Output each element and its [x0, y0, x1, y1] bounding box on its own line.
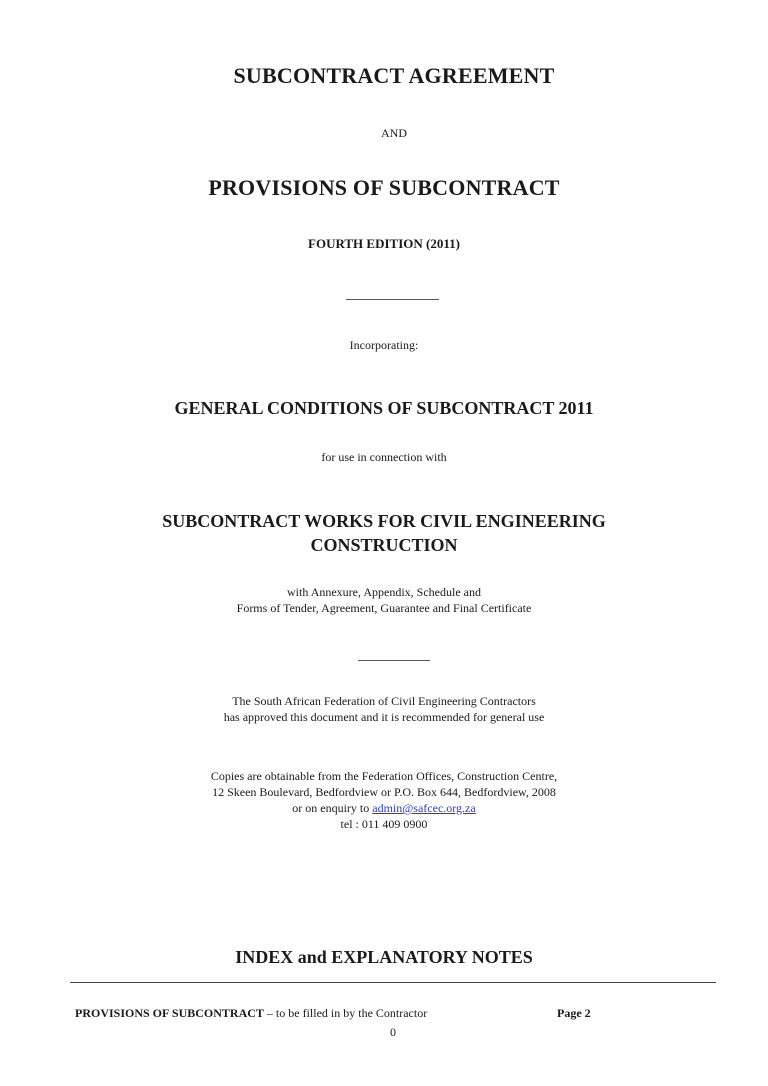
approval-line1: The South African Federation of Civil Engineering Contractors — [232, 694, 536, 708]
approval-line2: has approved this document and it is recommended for general use — [223, 710, 545, 724]
separator-rule-top — [346, 299, 439, 300]
email-link[interactable]: admin@safcec.org.za — [372, 801, 476, 815]
enquiry-prefix: or on enquiry to — [292, 801, 373, 815]
document-title: SUBCONTRACT AGREEMENT — [233, 63, 555, 88]
works-heading-line1: SUBCONTRACT WORKS FOR CIVIL ENGINEERING — [162, 511, 606, 531]
works-heading-line2: CONSTRUCTION — [310, 535, 458, 555]
connection-text: for use in connection with — [321, 450, 447, 464]
footer-rule — [70, 982, 716, 983]
document-subtitle: PROVISIONS OF SUBCONTRACT — [208, 175, 560, 200]
annexure-line1: with Annexure, Appendix, Schedule and — [287, 585, 481, 599]
telephone-line: tel : 011 409 0900 — [340, 817, 428, 831]
edition-label: FOURTH EDITION (2011) — [308, 236, 460, 251]
enquiry-line — [0, 800, 768, 816]
footer-section-label — [75, 1006, 427, 1021]
conjunction-text: AND — [381, 126, 407, 140]
footer-section-rest: – to be filled in by the Contractor — [263, 1006, 428, 1020]
footer-page-label: Page 2 — [557, 1006, 591, 1020]
footer-section-bold: PROVISIONS OF SUBCONTRACT — [75, 1006, 264, 1020]
incorporating-text: Incorporating: — [349, 338, 419, 352]
separator-rule-middle — [358, 660, 430, 661]
annexure-line2: Forms of Tender, Agreement, Guarantee and Final Certificate — [236, 601, 532, 615]
copies-line1: Copies are obtainable from the Federation Offices, Construction Centre, — [210, 769, 558, 783]
copies-line2: 12 Skeen Boulevard, Bedfordview or P.O. Box 644, Bedfordview, 2008 — [212, 785, 556, 799]
footer-page-number: 0 — [390, 1025, 396, 1039]
general-conditions-heading: GENERAL CONDITIONS OF SUBCONTRACT 2011 — [174, 398, 594, 418]
index-heading: INDEX and EXPLANATORY NOTES — [235, 947, 533, 967]
